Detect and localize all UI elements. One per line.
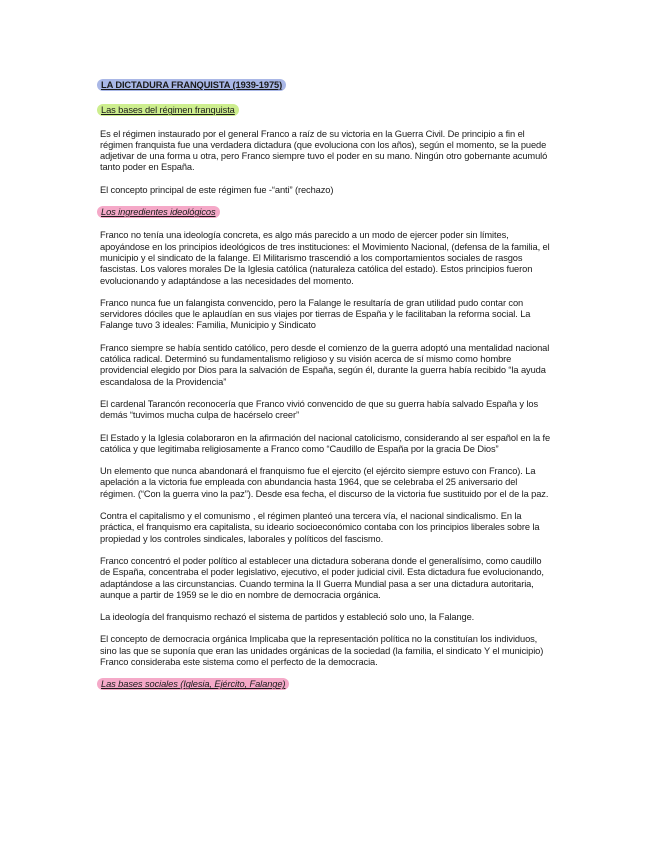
paragraph-8: Un elemento que nunca abandonará el franquismo fue el ejercito (el ejército siempre estuvo con Franco). La apelación a la victoria fue empleada con abundancia hasta 1964, que se celebraba el 25 aniversario del régimen. (“Con la guerra vino la paz”). Desde esa fecha, el discurso de la victoria fue sustituido por el de la paz. <box>100 466 549 499</box>
section-heading-text: Los ingredientes ideológicos <box>97 206 220 218</box>
paragraph-9: Contra el capitalismo y el comunismo , el régimen planteó una tercera vía, el nacional sindicalismo. En la práctica, el franquismo era capitalista, su ideario socioeconómico contaba con los principios liberales sobre la propiedad y los controles sindicales, laborales y políticos del fascismo. <box>100 511 540 544</box>
section-heading-bases-regimen <box>100 105 553 116</box>
document-title <box>100 80 553 91</box>
paragraph-4: Franco nunca fue un falangista convencido, pero la Falange le resultaría de gran utilidad pudo contar con servidores dóciles que le aplaudían en sus viajes por tierras de España y le facilitaban la reforma social. La Falange tuvo 3 ideales: Familia, Municipio y Sindicato <box>100 297 531 331</box>
document-content <box>100 80 553 703</box>
section-heading-text: Las bases del régimen franquista <box>97 104 239 116</box>
paragraph-10: Franco concentró el poder político al establecer una dictadura soberana donde el generalísimo, como caudillo de España, concentraba el poder legislativo, ejecutivo, el poder judicial civil. Esta dictadura fue evolucionando, adaptándose a las circunstancias. Cuando termina la II Guerra Mundial pasa a ser una dictadura autoritaria, aunque a partir de 1959 se le dio en nombre de democracia orgánica. <box>100 555 544 600</box>
section-heading-bases-sociales <box>100 679 553 690</box>
section-heading-ingredientes <box>100 207 553 218</box>
paragraph-7: El Estado y la Iglesia colaboraron en la afirmación del nacional catolicismo, considerando al ser español en la fe católica y que legitimaba religiosamente a Franco como “Caudillo de España por la gracia De Dios” <box>100 432 551 454</box>
paragraph-12: El concepto de democracia orgánica Implicaba que la representación política no la constituían los individuos, sino las que se suponía que eran las unidades orgánicas de la sociedad (la familia, el sindicato Y el municipio) Franco consideraba este sistema como el perfecto de la democracia. <box>100 634 544 667</box>
paragraph-3: Franco no tenía una ideología concreta, es algo más parecido a un modo de ejercer poder sin límites, apoyándose en los principios ideológicos de tres instituciones: el Movimiento Nacional, (defensa de la familia, el municipio y el sindicato de la falange. El Militarismo trascendió a los comportamientos sociales de rasgos fascistas. Los valores morales De la Iglesia católica (naturaleza católica del estado). Estos principios fueron evolucionando y adaptándose a las necesidades del momento. <box>100 230 550 286</box>
paragraph-6: El cardenal Tarancón reconocería que Franco vivió convencido de que su guerra había salvado España y los demás “tuvimos mucha culpa de hacérselo creer” <box>100 398 539 421</box>
paragraph-11: La ideología del franquismo rechazó el sistema de partidos y estableció solo uno, la Falange. <box>100 612 475 623</box>
section-heading-text: Las bases sociales (Iglesia, Ejército, Falange) <box>97 678 289 690</box>
paragraph-2: El concepto principal de este régimen fue -“anti” (rechazo) <box>100 184 334 195</box>
paragraph-1: Es el régimen instaurado por el general Franco a raíz de su victoria en la Guerra Civil. De principio a fin el régimen franquista fue una verdadera dictadura (que evoluciona con los años), según el momento, se la puede adjetivar de una forma u otra, pero Franco siempre tuvo el poder en su mano. Ningún otro gobernante acumuló tanto poder en España. <box>100 128 548 173</box>
title-text: LA DICTADURA FRANQUISTA (1939-1975) <box>97 79 286 91</box>
paragraph-5: Franco siempre se había sentido católico, pero desde el comienzo de la guerra adoptó una mentalidad nacional católica radical. Determinó su fundamentalismo religioso y su visión acerca de sí mismo como hombre providencial elegido por Dios para la salvación de España, según él, durante la guerra había recibido “la ayuda escandalosa de la Providencia” <box>100 342 550 387</box>
